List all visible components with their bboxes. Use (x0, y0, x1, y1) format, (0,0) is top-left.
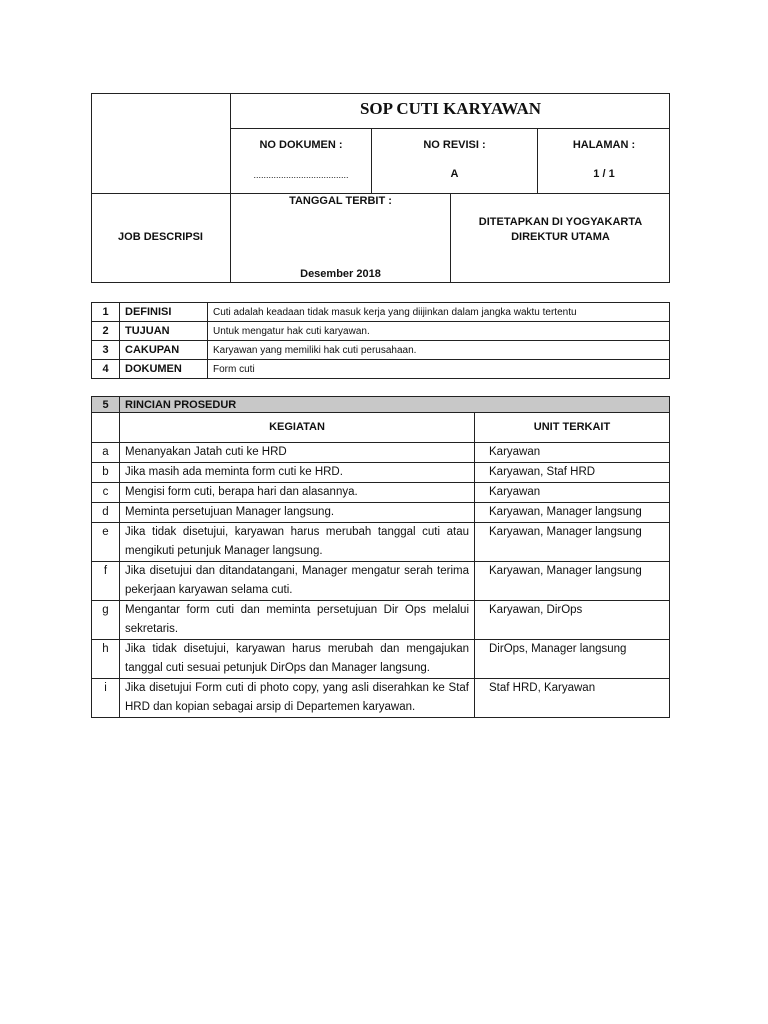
step-unit: Karyawan, Manager langsung (475, 503, 670, 523)
tanggal-terbit-value: Desember 2018 (300, 268, 381, 280)
step-kegiatan: Mengantar form cuti dan meminta persetujuan Dir Ops melalui sekretaris. (120, 601, 475, 640)
no-revisi-label: NO REVISI : (423, 139, 486, 151)
info-label: CAKUPAN (120, 341, 208, 360)
tanggal-terbit-label: TANGGAL TERBIT : (289, 195, 392, 207)
info-row (92, 360, 670, 379)
step-kegiatan: Jika tidak disetujui, karyawan harus merubah dan mengajukan tanggal cuti sesuai petunjuk DirOps dan Manager langsung. (120, 640, 475, 679)
halaman-label: HALAMAN : (572, 139, 636, 151)
info-table (91, 302, 670, 379)
info-number: 4 (92, 360, 120, 379)
procedure-row (92, 562, 670, 601)
step-unit: Staf HRD, Karyawan (475, 679, 670, 718)
procedure-row (92, 640, 670, 679)
ditetapkan-line1: DITETAPKAN DI YOGYAKARTA (478, 216, 643, 228)
step-letter: c (92, 483, 120, 503)
step-letter: b (92, 463, 120, 483)
step-letter: a (92, 443, 120, 463)
step-kegiatan: Jika masih ada meminta form cuti ke HRD. (120, 463, 475, 483)
step-kegiatan: Jika disetujui Form cuti di photo copy, yang asli diserahkan ke Staf HRD dan kopian sebagai arsip di Departemen karyawan. (120, 679, 475, 718)
info-value: Karyawan yang memiliki hak cuti perusahaan. (208, 341, 670, 360)
step-kegiatan: Mengisi form cuti, berapa hari dan alasannya. (120, 483, 475, 503)
step-letter: i (92, 679, 120, 718)
header-divider-title (230, 128, 670, 129)
info-row (92, 322, 670, 341)
document-title: SOP CUTI KARYAWAN (359, 99, 542, 118)
halaman-value: 1 / 1 (593, 168, 615, 180)
procedure-row (92, 601, 670, 640)
step-letter: e (92, 523, 120, 562)
procedure-section-row (92, 397, 670, 413)
step-letter: f (92, 562, 120, 601)
procedure-row (92, 503, 670, 523)
document-header (91, 93, 670, 283)
no-dokumen-label: NO DOKUMEN : (259, 139, 343, 151)
procedure-title: RINCIAN PROSEDUR (120, 397, 670, 413)
no-dokumen-value: ...................................... (253, 170, 349, 180)
step-kegiatan: Meminta persetujuan Manager langsung. (120, 503, 475, 523)
step-unit: Karyawan, DirOps (475, 601, 670, 640)
ditetapkan-line2: DIREKTUR UTAMA (511, 231, 610, 243)
procedure-header-blank (92, 413, 120, 443)
step-letter: h (92, 640, 120, 679)
no-revisi-value: A (450, 168, 459, 180)
header-divider-vertical (230, 93, 231, 283)
step-unit: Karyawan, Staf HRD (475, 463, 670, 483)
info-value: Form cuti (208, 360, 670, 379)
step-unit: Karyawan (475, 483, 670, 503)
procedure-row (92, 463, 670, 483)
procedure-row (92, 523, 670, 562)
step-kegiatan: Jika disetujui dan ditandatangani, Manager mengatur serah terima pekerjaan karyawan selama cuti. (120, 562, 475, 601)
step-kegiatan: Jika tidak disetujui, karyawan harus merubah tanggal cuti atau mengikuti petunjuk Manager langsung. (120, 523, 475, 562)
step-unit: Karyawan (475, 443, 670, 463)
procedure-row (92, 443, 670, 463)
info-row (92, 303, 670, 322)
info-number: 2 (92, 322, 120, 341)
procedure-header-row (92, 413, 670, 443)
step-unit: DirOps, Manager langsung (475, 640, 670, 679)
info-row (92, 341, 670, 360)
step-letter: d (92, 503, 120, 523)
col-kegiatan: KEGIATAN (120, 413, 475, 443)
procedure-number: 5 (92, 397, 120, 413)
info-label: TUJUAN (120, 322, 208, 341)
step-kegiatan: Menanyakan Jatah cuti ke HRD (120, 443, 475, 463)
info-number: 1 (92, 303, 120, 322)
procedure-row (92, 483, 670, 503)
col-unit-terkait: UNIT TERKAIT (475, 413, 670, 443)
info-label: DEFINISI (120, 303, 208, 322)
info-value: Untuk mengatur hak cuti karyawan. (208, 322, 670, 341)
info-number: 3 (92, 341, 120, 360)
info-value: Cuti adalah keadaan tidak masuk kerja yang diijinkan dalam jangka waktu tertentu (208, 303, 670, 322)
procedure-row (92, 679, 670, 718)
step-unit: Karyawan, Manager langsung (475, 523, 670, 562)
step-letter: g (92, 601, 120, 640)
step-unit: Karyawan, Manager langsung (475, 562, 670, 601)
procedure-table (91, 396, 670, 718)
info-label: DOKUMEN (120, 360, 208, 379)
job-descripsi: JOB DESCRIPSI (118, 231, 203, 243)
